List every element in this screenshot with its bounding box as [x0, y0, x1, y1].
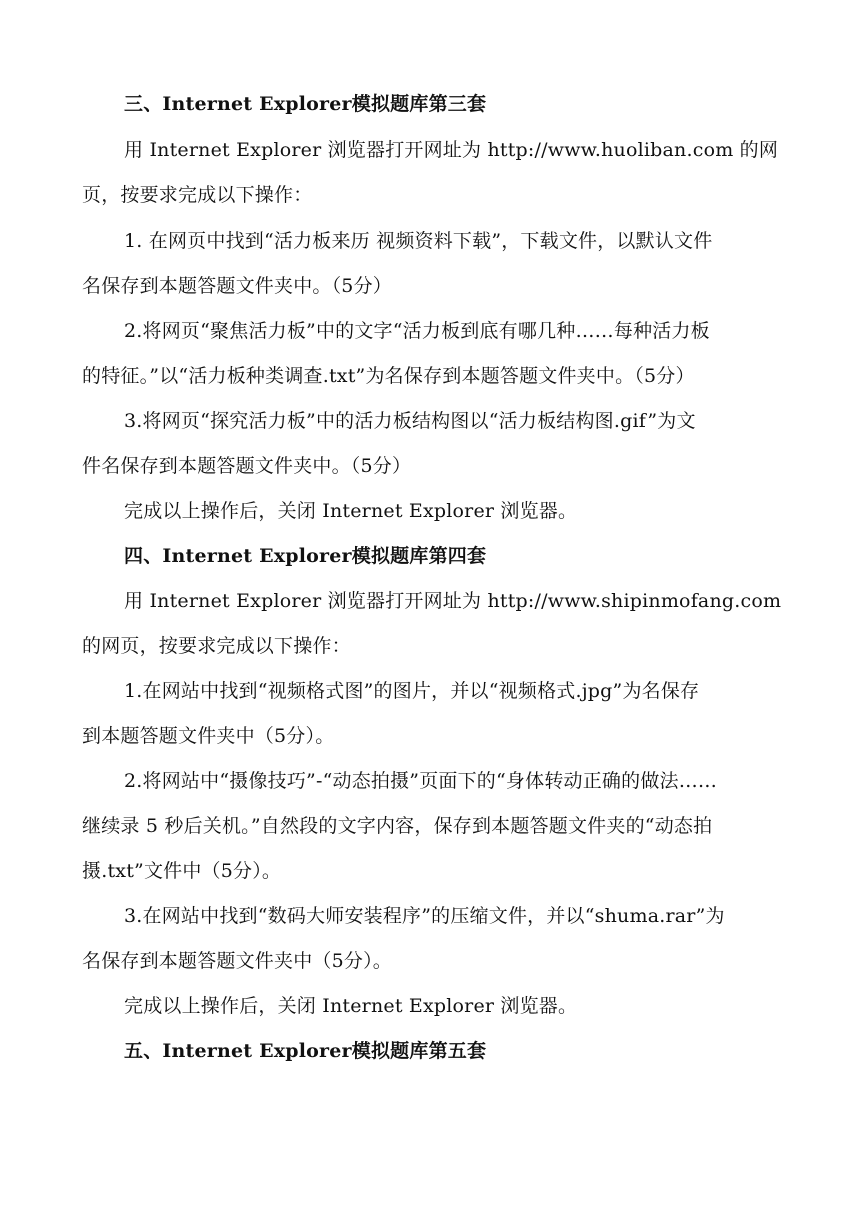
section-heading: 五、Internet Explorer模拟题库第五套 — [124, 1040, 487, 1062]
list-item-line: 3.在网站中找到“数码大师安装程序”的压缩文件，并以“shuma.rar”为 — [124, 905, 725, 927]
list-item-line: 到本题答题文件夹中（5分）。 — [82, 725, 335, 747]
list-item-line: 1. 在网页中找到“活力板来历 视频资料下载”，下载文件，以默认文件 — [124, 230, 713, 252]
paragraph-line: 页，按要求完成以下操作： — [82, 184, 313, 206]
section-heading: 四、Internet Explorer模拟题库第四套 — [124, 545, 487, 567]
paragraph-line: 完成以上操作后，关闭 Internet Explorer 浏览器。 — [124, 995, 578, 1017]
list-item-line: 件名保存到本题答题文件夹中。（5分） — [82, 455, 412, 477]
paragraph-line: 用 Internet Explorer 浏览器打开网址为 http://www.shipinmofang.com — [124, 590, 782, 612]
list-item-line: 1.在网站中找到“视频格式图”的图片，并以“视频格式.jpg”为名保存 — [124, 680, 700, 702]
list-item-line: 3.将网页“探究活力板”中的活力板结构图以“活力板结构图.gif”为文 — [124, 410, 696, 432]
paragraph-line: 用 Internet Explorer 浏览器打开网址为 http://www.huoliban.com 的网 — [124, 139, 779, 161]
paragraph-line: 完成以上操作后，关闭 Internet Explorer 浏览器。 — [124, 500, 578, 522]
list-item-line: 2.将网页“聚焦活力板”中的文字“活力板到底有哪几种……每种活力板 — [124, 320, 710, 342]
list-item-line: 摄.txt”文件中（5分）。 — [82, 860, 282, 882]
section-heading: 三、Internet Explorer模拟题库第三套 — [124, 93, 487, 115]
list-item-line: 继续录 5 秒后关机。”自然段的文字内容，保存到本题答题文件夹的“动态拍 — [82, 815, 713, 837]
list-item-line: 名保存到本题答题文件夹中。（5分） — [82, 275, 392, 297]
list-item-line: 2.将网站中“摄像技巧”-“动态拍摄”页面下的“身体转动正确的做法…… — [124, 770, 718, 792]
paragraph-line: 的网页，按要求完成以下操作： — [82, 635, 351, 657]
list-item-line: 名保存到本题答题文件夹中（5分）。 — [82, 950, 392, 972]
list-item-line: 的特征。”以“活力板种类调查.txt”为名保存到本题答题文件夹中。（5分） — [82, 365, 695, 387]
